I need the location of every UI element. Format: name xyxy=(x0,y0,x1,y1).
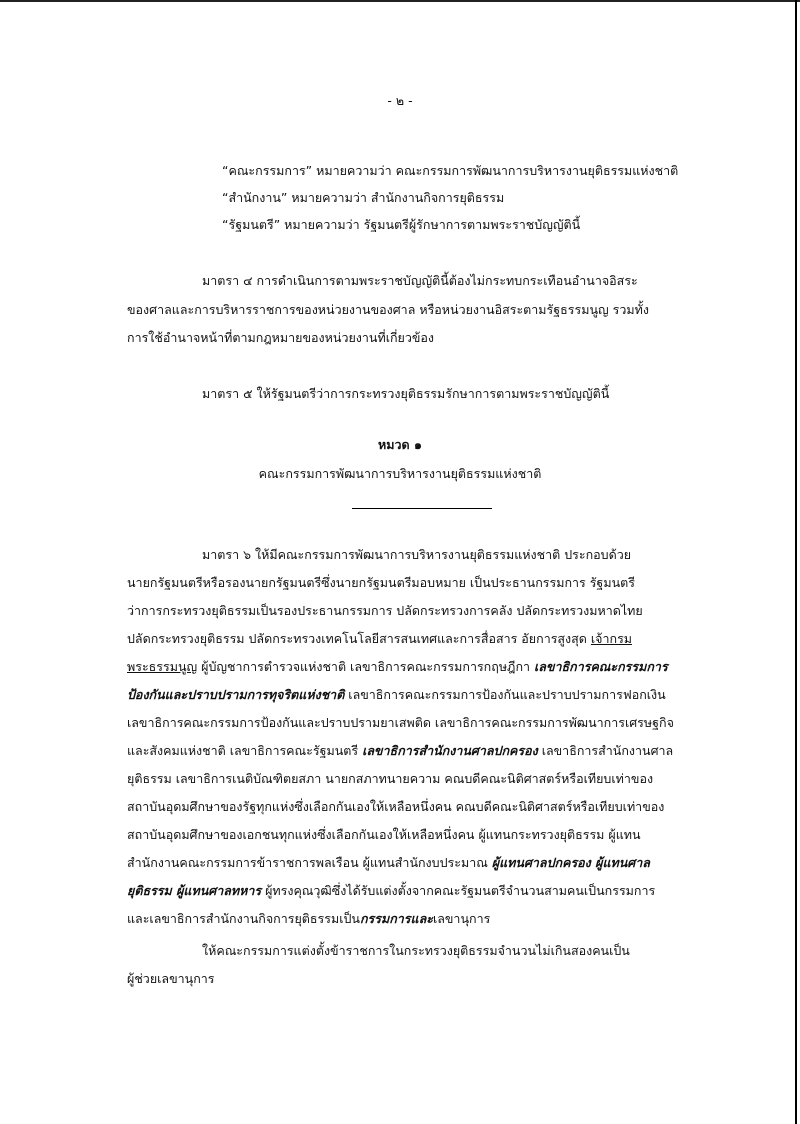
italic-amendment: กรรมการและ xyxy=(359,911,433,926)
underlined-amendment: เจ้ากรม xyxy=(590,631,633,646)
section-4-line-2: ของศาลและการบริหารราชการของหน่วยงานของศาล หรือหน่วยงานอิสระตามรัฐธรรมนูญ รวมทั้ง xyxy=(127,302,649,317)
definition-office: “สำนักงาน” หมายความว่า สำนักงานกิจการยุติธรรม xyxy=(222,190,505,205)
line-4-text: ปลัดกระทรวงยุติธรรม ปลัดกระทรวงเทคโนโลยีสารสนเทศและการสื่อสาร อัยการสูงสุด xyxy=(127,631,591,646)
italic-amendment: เลขาธิการคณะกรรมการ xyxy=(534,659,668,674)
chapter-number: หมวด ๑ xyxy=(378,437,422,452)
section-5: มาตรา ๕ ให้รัฐมนตรีว่าการกระทรวงยุติธรรมรักษาการตามพระราชบัญญัตินี้ xyxy=(202,386,610,401)
section-6-line-9: ยุติธรรม เลขาธิการเนติบัณฑิตยสภา นายกสภาทนายความ คณบดีคณะนิติศาสตร์หรือเทียบเท่าของ xyxy=(127,771,654,786)
scan-edge-top xyxy=(0,0,800,2)
line-13-text: ผู้ทรงคุณวุฒิซึ่งได้รับแต่งตั้งจากคณะรัฐมนตรีจำนวนสามคนเป็นกรรมการ xyxy=(261,883,656,898)
line-12-text: สำนักงานคณะกรรมการข้าราชการพลเรือน ผู้แทนสำนักงบประมาณ xyxy=(127,855,492,870)
scan-edge-right xyxy=(795,0,797,1124)
section-6-line-4 xyxy=(127,630,632,648)
section-6-line-10: สถาบันอุดมศึกษาของรัฐทุกแห่งซึ่งเลือกกันเองให้เหลือหนึ่งคน คณบดีคณะนิติศาสตร์หรือเทียบเท่าของ xyxy=(127,799,665,814)
section-6-line-1: มาตรา ๖ ให้มีคณะกรรมการพัฒนาการบริหารงานยุติธรรมแห่งชาติ ประกอบด้วย xyxy=(202,547,632,562)
line-14-text-end: เลขานุการ xyxy=(432,911,491,926)
italic-amendment: เลขาธิการสำนักงานศาลปกครอง xyxy=(362,743,538,758)
page-number: - ๒ - xyxy=(387,93,413,108)
section-4-line-3: การใช้อำนาจหน้าที่ตามกฎหมายของหน่วยงานที่เกี่ยวข้อง xyxy=(127,330,435,345)
chapter-divider xyxy=(352,508,492,509)
section-6-line-7: เลขาธิการคณะกรรมการป้องกันและปราบปรามยาเสพติด เลขาธิการคณะกรรมการพัฒนาการเศรษฐกิจ xyxy=(127,715,674,730)
section-6-line-13 xyxy=(127,882,655,900)
section-6-line-6 xyxy=(127,686,666,704)
chapter-title: คณะกรรมการพัฒนาการบริหารงานยุติธรรมแห่งชาติ xyxy=(258,466,542,481)
italic-amendment: ป้องกันและปราบปรามการทุจริตแห่งชาติ xyxy=(127,687,345,702)
line-5-text: ผู้บัญชาการตำรวจแห่งชาติ เลขาธิการคณะกรรมการกฤษฎีกา xyxy=(197,659,535,674)
section-6-paragraph-2-line-2: ผู้ช่วยเลขานุการ xyxy=(127,971,215,986)
section-6-line-2: นายกรัฐมนตรีหรือรองนายกรัฐมนตรีซึ่งนายกรัฐมนตรีมอบหมาย เป็นประธานกรรมการ รัฐมนตรี xyxy=(127,575,635,590)
underlined-amendment: พระธรรมนูญ xyxy=(127,659,198,674)
section-6-line-3: ว่าการกระทรวงยุติธรรมเป็นรองประธานกรรมการ ปลัดกระทรวงการคลัง ปลัดกระทรวงมหาดไทย xyxy=(127,603,643,618)
line-8-text-end: เลขาธิการสำนักงานศาล xyxy=(537,743,674,758)
italic-amendment: ยุติธรรม ผู้แทนศาลทหาร xyxy=(127,883,262,898)
definition-minister: “รัฐมนตรี” หมายความว่า รัฐมนตรีผู้รักษาการตามพระราชบัญญัตินี้ xyxy=(222,217,581,232)
section-6-line-8 xyxy=(127,742,673,760)
section-6-line-14 xyxy=(127,910,490,928)
section-6-line-11: สถาบันอุดมศึกษาของเอกชนทุกแห่งซึ่งเลือกกันเองให้เหลือหนึ่งคน ผู้แทนกระทรวงยุติธรรม ผู้แทน xyxy=(127,827,641,842)
section-6-line-5 xyxy=(127,658,668,676)
section-6-line-12 xyxy=(127,854,650,872)
section-4-line-1: มาตรา ๔ การดำเนินการตามพระราชบัญญัตินี้ต้องไม่กระทบกระเทือนอำนาจอิสระ xyxy=(202,273,638,288)
italic-amendment: ผู้แทนศาลปกครอง ผู้แทนศาล xyxy=(491,855,650,870)
definition-committee: “คณะกรรมการ” หมายความว่า คณะกรรมการพัฒนาการบริหารงานยุติธรรมแห่งชาติ xyxy=(222,163,679,178)
section-6-paragraph-2-line-1: ให้คณะกรรมการแต่งตั้งข้าราชการในกระทรวงยุติธรรมจำนวนไม่เกินสองคนเป็น xyxy=(202,943,630,958)
line-14-text: และเลขาธิการสำนักงานกิจการยุติธรรมเป็น xyxy=(127,911,360,926)
line-6-text: เลขาธิการคณะกรรมการป้องกันและปราบปรามการฟอกเงิน xyxy=(344,687,666,702)
line-8-text: และสังคมแห่งชาติ เลขาธิการคณะรัฐมนตรี xyxy=(127,743,363,758)
